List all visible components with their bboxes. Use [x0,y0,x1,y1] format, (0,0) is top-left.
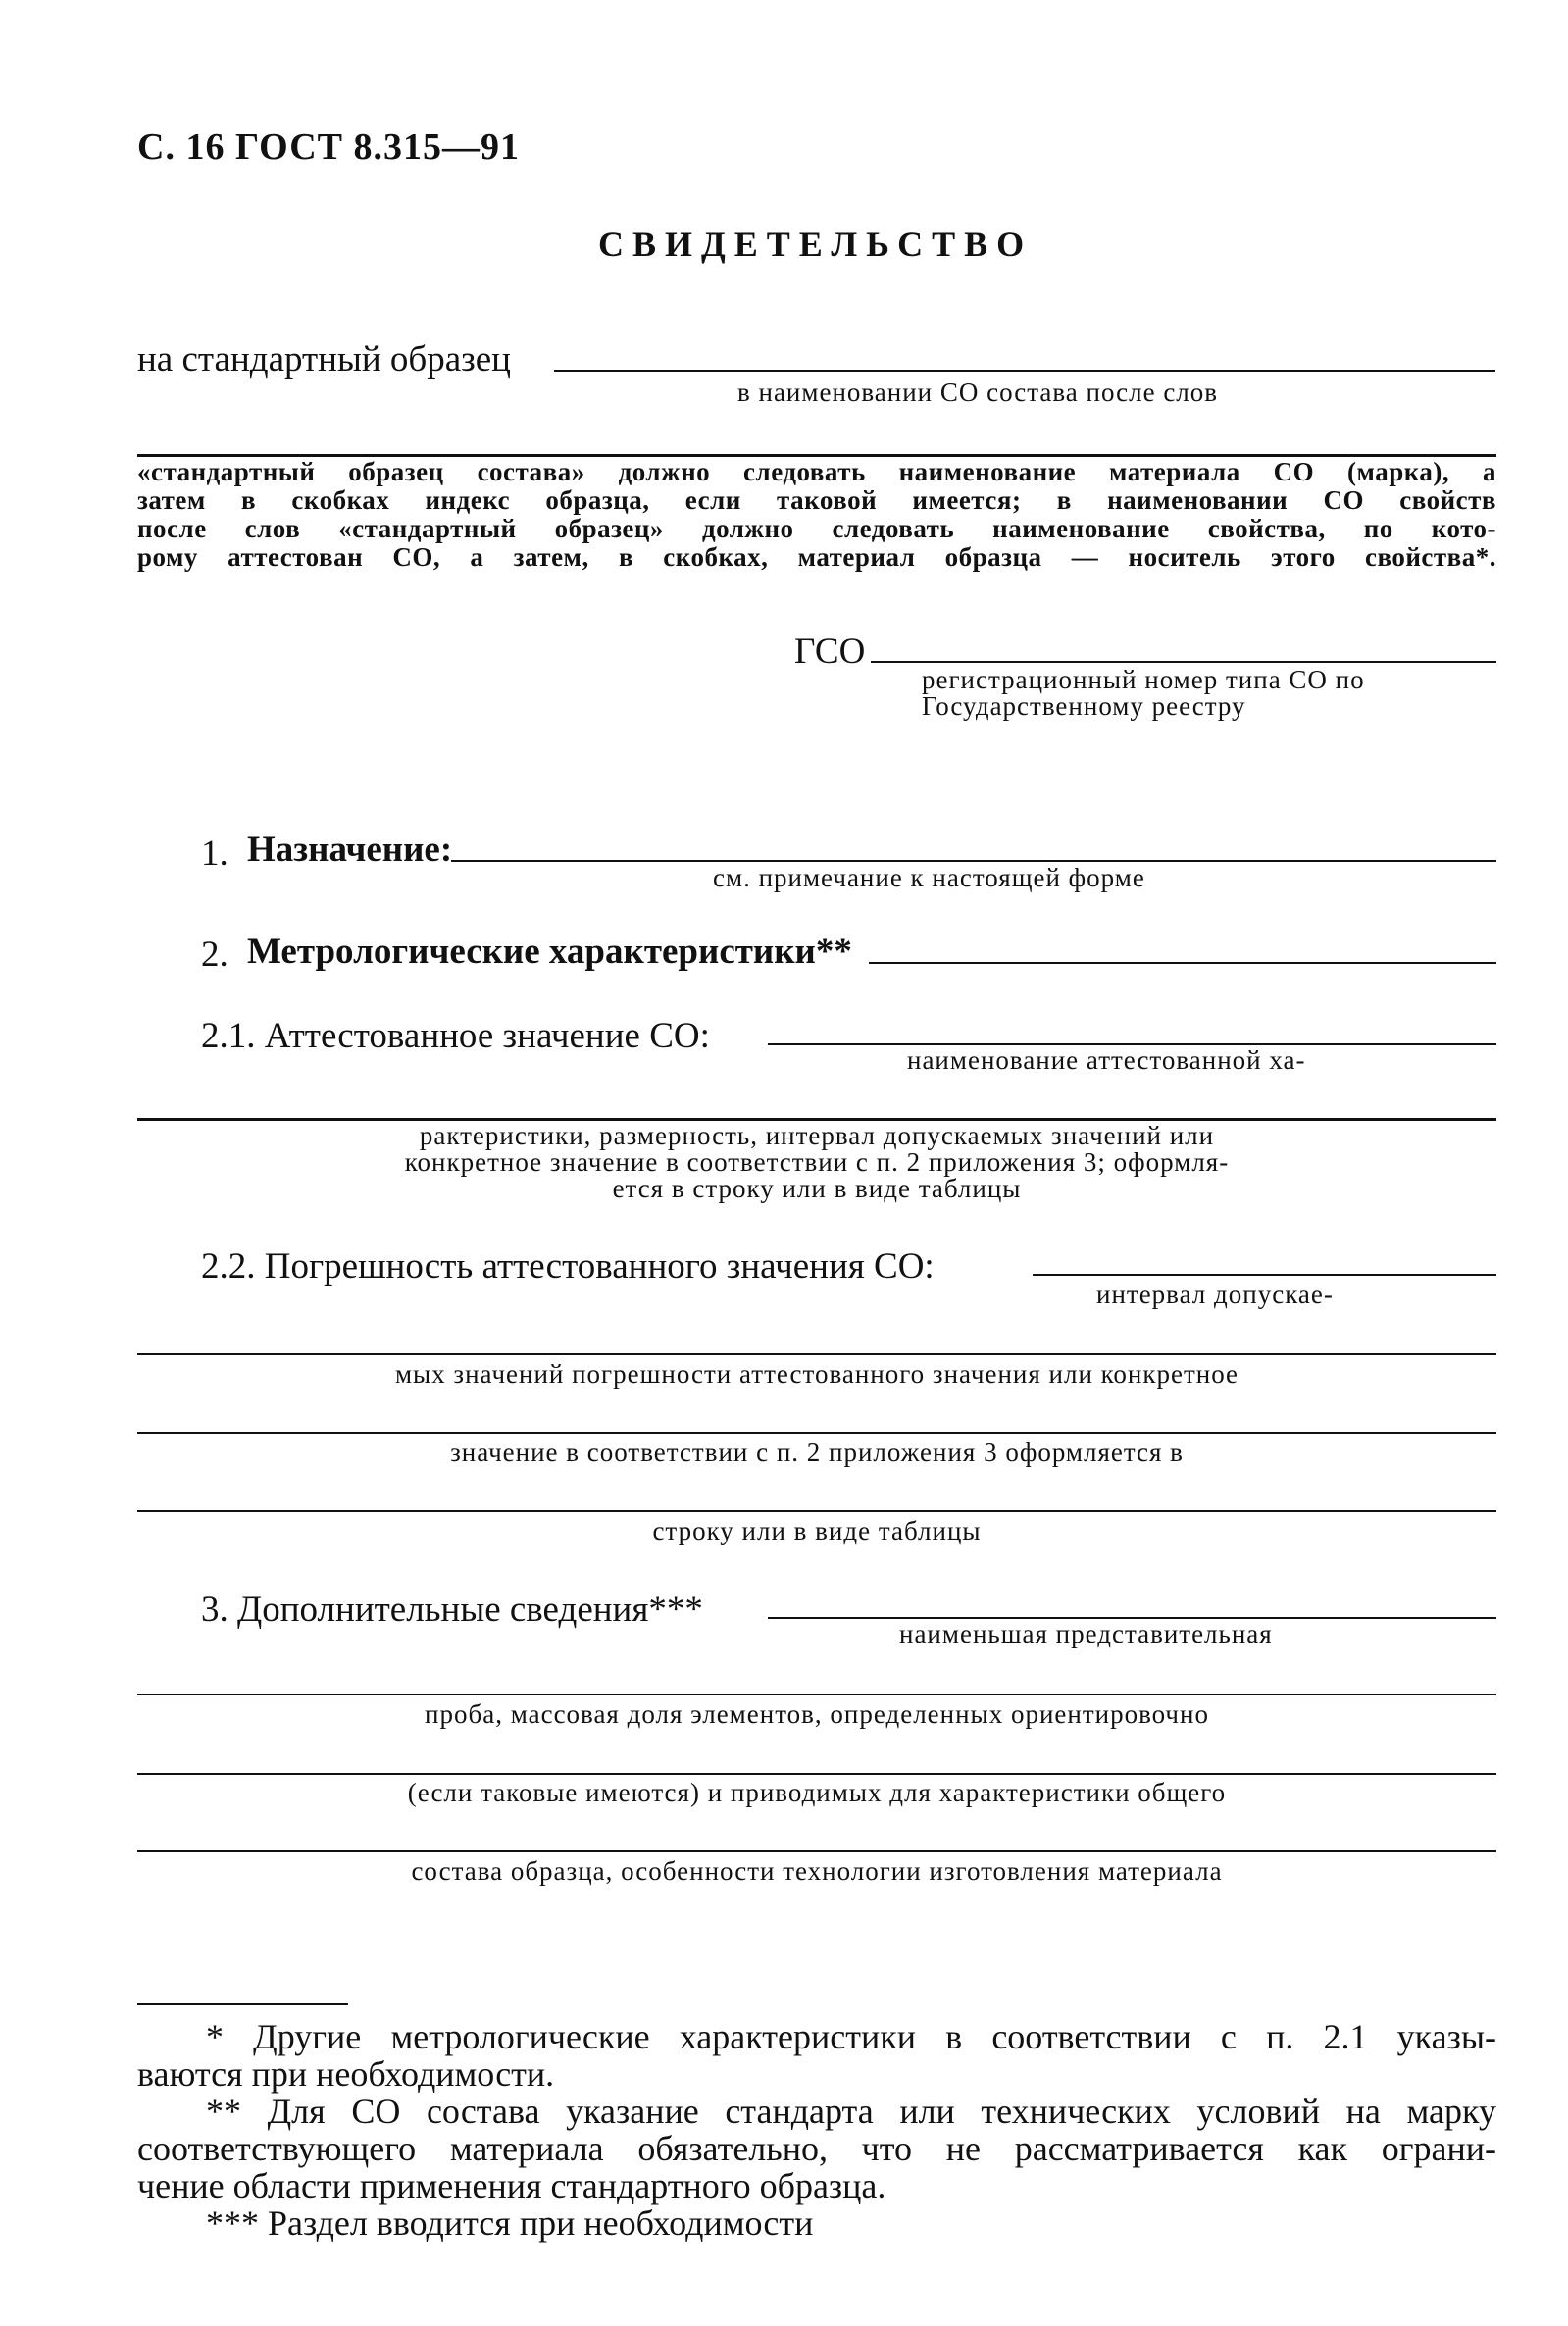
section-2-2-blank-line-2[interactable] [137,1353,1496,1355]
footnote-3-line: *** Раздел вводится при необходимости [206,2203,814,2243]
section-2-1-caption-line: конкретное значение в соответствии с п. 2 приложения 3; оформля- [404,1147,1230,1177]
section-2-1-label: 2.1. Аттестованное значение СО: [201,1016,710,1056]
section-3-caption-line: проба, массовая доля элементов, определенных ориентировочно [425,1699,1209,1729]
footnote-1-cont [137,2055,1510,2093]
section-2-2-label: 2.2. Погрешность аттестованного значения СО: [201,1246,935,1287]
section-3-caption-line: состава образца, особенности технологии изготовления материала [411,1856,1223,1886]
section-2-2-caption-line: значение в соответствии с п. 2 приложения 3 оформляется в [450,1438,1184,1467]
footnote-2 [137,2093,1496,2167]
section-3-caption: наименьшая представительная [899,1619,1273,1648]
section-2-2-blank-line[interactable] [1033,1274,1496,1276]
intro-caption: в наименовании СО состава после слов [737,378,1219,407]
footnote-3 [137,2204,1510,2242]
section-1-label-text: Назначение: [247,830,453,870]
page-header: С. 16 ГОСТ 8.315—91 [137,126,520,168]
section-3-blank-line-3[interactable] [137,1773,1496,1775]
section-2-1-caption-line: рактеристики, размерность, интервал допускаемых значений или [419,1121,1215,1150]
footnote-divider [137,2003,348,2005]
section-2-2-caption-line: строку или в виде таблицы [652,1516,982,1545]
section-2-1-caption: наименование аттестованной ха- [907,1045,1306,1075]
footnote-1 [137,2018,1496,2055]
footnote-1-line: ваются при необходимости. [137,2054,555,2094]
section-2-2-caption-line: мых значений погрешности аттестованного значения или конкретное [394,1359,1239,1389]
intro-paragraph-line: затем в скобках индекс образца, если таковой имеется; в наименовании СО свойств [137,485,1496,515]
intro-paragraph-line: рому аттестован СО, а затем, в скобках, материал образца — носитель этого свойства*. [137,542,1496,572]
footnote-2-cont [137,2167,1510,2204]
footnote-2-line: соответствующего материала обязательно, что не рассматривается как ограни- [137,2129,1496,2168]
section-2-1-caption-line: ется в строку или в виде таблицы [612,1174,1022,1203]
section-1-caption: см. примечание к настоящей форме [713,863,1145,892]
intro-paragraph-line: «стандартный образец состава» должно следовать наименование материала СО (марка), а [137,457,1496,486]
intro-label: на стандартный образец [137,339,511,379]
section-3-caption-line: (если таковые имеются) и приводимых для характеристики общего [407,1778,1227,1807]
section-2-label [247,931,852,973]
section-1-blank-line[interactable] [451,860,1496,862]
section-1-label [247,829,452,871]
section-2-label-text: Метрологические характеристики** [247,932,852,972]
section-3-label: 3. Дополнительные сведения*** [201,1590,703,1630]
document-title: СВИДЕТЕЛЬСТВО [598,225,1034,264]
section-3-blank-line-2[interactable] [137,1694,1496,1695]
gso-caption-line: регистрационный номер типа СО по [922,665,1365,694]
gso-blank-line[interactable] [871,661,1496,663]
gso-caption-line: Государственному реестру [922,691,1246,721]
section-2-2-blank-line-3[interactable] [137,1432,1496,1434]
footnote-2-line: чение области применения стандартного образца. [137,2166,886,2205]
footnote-2-line: ** Для СО состава указание стандарта или технических условий на марку [206,2092,1496,2131]
footnote-1-line: * Другие метрологические характеристики в соответствии с п. 2.1 указы- [206,2017,1496,2056]
section-2-blank-line[interactable] [869,962,1496,964]
intro-blank-line[interactable] [554,370,1495,372]
section-1-number: 1. [201,834,228,874]
section-2-number: 2. [201,935,228,975]
intro-paragraph-line: после слов «стандартный образец» должно следовать наименование свойства, по кото- [137,514,1496,543]
section-2-2-blank-line-4[interactable] [137,1510,1496,1512]
section-3-blank-line-4[interactable] [137,1850,1496,1852]
intro-paragraph [137,458,1496,572]
gso-label: ГСО [794,632,866,672]
section-2-2-caption: интервал допускае- [1096,1280,1334,1309]
